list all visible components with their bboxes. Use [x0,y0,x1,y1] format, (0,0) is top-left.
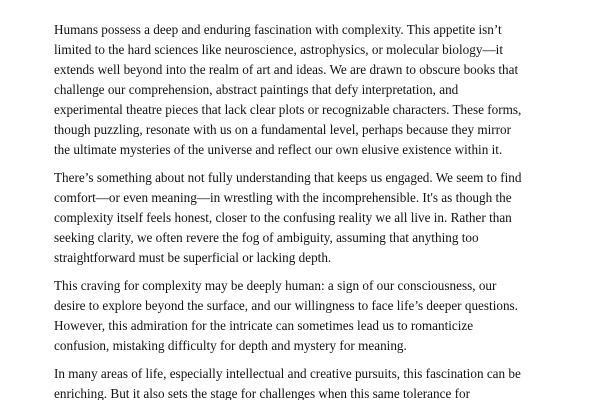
text-line: comfort—or even meaning—in wrestling with the incomprehensible. It's as though the [54,190,512,205]
text-line: straightforward must be superficial or lacking depth. [54,250,332,265]
text-line: However, this admiration for the intricate can sometimes lead us to romanticize [54,318,474,333]
text-line: extends well beyond into the realm of art and ideas. We are drawn to obscure books that [54,62,519,77]
text-line: desire to explore beyond the surface, and our willingness to face life’s deeper questions. [54,298,518,313]
text-line: challenge our comprehension, abstract paintings that defy interpretation, and [54,82,459,97]
paragraph-3 [54,276,560,356]
paragraph-1 [54,20,560,160]
text-line: There’s something about not fully understanding that keeps us engaged. We seem to find [54,170,522,185]
text-line: confusion, mistaking difficulty for depth and mystery for meaning. [54,338,407,353]
text-line: experimental theatre pieces that lack clear plots or recognizable characters. These forms, [54,102,522,117]
text-line: though puzzling, resonate with us on a fundamental level, perhaps because they mirror [54,122,512,137]
text-line: Humans possess a deep and enduring fascination with complexity. This appetite isn’t [54,22,502,37]
text-line: This craving for complexity may be deeply human: a sign of our consciousness, our [54,278,497,293]
paragraph-2 [54,168,560,268]
text-line: enriching. But it also sets the stage for challenges when this same tolerance for [54,386,471,400]
paragraph-4 [54,364,560,400]
text-line: seeking clarity, we often revere the fog of ambiguity, assuming that anything too [54,230,479,245]
text-line: the ultimate mysteries of the universe and reflect our own elusive existence within it. [54,142,503,157]
text-line: complexity itself feels honest, closer to the confusing reality we all live in. Rather than [54,210,512,225]
text-line: In many areas of life, especially intellectual and creative pursuits, this fascination can be [54,366,521,381]
text-line: limited to the hard sciences like neuroscience, astrophysics, or molecular biology—it [54,42,503,57]
